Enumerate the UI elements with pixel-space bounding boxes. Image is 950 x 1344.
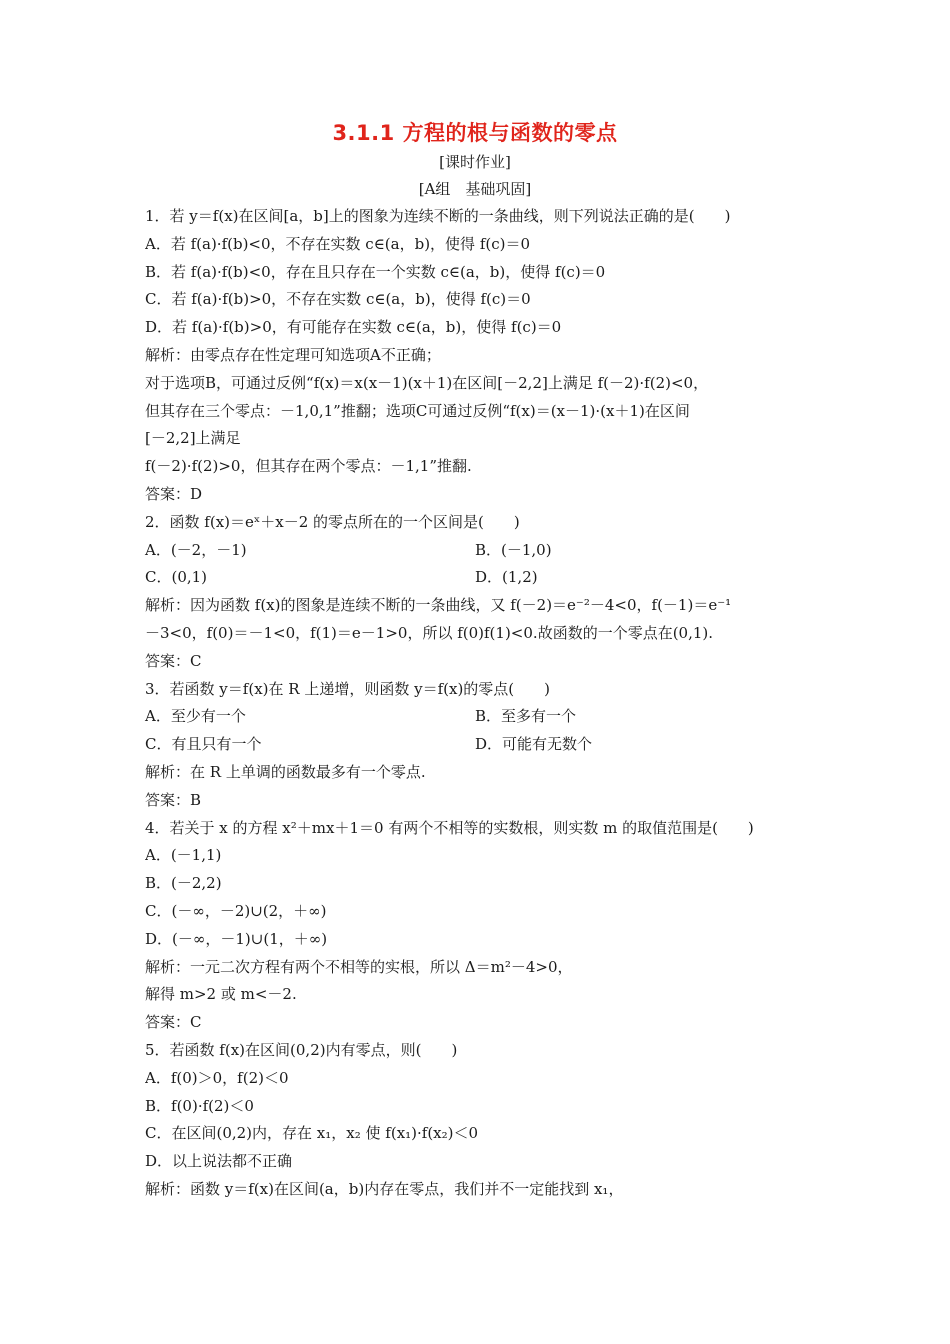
q2-option-a: A．(－2，－1) (145, 540, 247, 559)
q3-option-c: C．有且只有一个 (145, 735, 262, 754)
q4-answer: 答案：C (145, 1013, 202, 1032)
q3-option-a: A．至少有一个 (145, 707, 246, 726)
q3-options-row (145, 703, 810, 731)
q3-answer: 答案：B (145, 790, 202, 809)
q2-stem: 2．函数 f(x)＝eˣ＋x－2 的零点所在的一个区间是( ) (145, 512, 520, 531)
q1-analysis-line: 解析：由零点存在性定理可知选项A不正确； (145, 345, 441, 364)
q2-option-c: C．(0,1) (145, 568, 208, 587)
q4-option-b: B．(－2,2) (145, 874, 222, 893)
q1-analysis-line: f(－2)·f(2)>0，但其存在两个零点：－1,1”推翻. (145, 457, 472, 476)
q5-option-a: A．f(0)＞0，f(2)＜0 (145, 1068, 289, 1087)
q1-option-a: A．若 f(a)·f(b)<0，不存在实数 c∈(a，b)，使得 f(c)＝0 (145, 234, 531, 253)
q1-answer: 答案：D (145, 484, 203, 503)
q2-answer: 答案：C (145, 651, 202, 670)
q2-options-row (145, 564, 810, 592)
q2-analysis-line: 解析：因为函数 f(x)的图象是连续不断的一条曲线，又 f(－2)＝e⁻²－4<0，f(－1)＝e⁻¹ (145, 596, 732, 615)
q5-option-c: C．在区间(0,2)内，存在 x₁，x₂ 使 f(x₁)·f(x₂)＜0 (145, 1124, 479, 1143)
q1-analysis-line: [－2,2]上满足 (145, 429, 241, 448)
q2-option-d: D．(1,2) (475, 568, 538, 587)
q4-analysis-line: 解得 m>2 或 m<－2. (145, 985, 297, 1004)
page-title: 3.1.1 方程的根与函数的零点 (332, 121, 618, 145)
q5-analysis: 解析：函数 y＝f(x)在区间(a，b)内存在零点，我们并不一定能找到 x₁， (145, 1179, 624, 1198)
q1-analysis-line: 对于选项B，可通过反例“f(x)＝x(x－1)(x＋1)在区间[－2,2]上满足 f(－2)·f(2)<0， (145, 373, 709, 392)
q3-options-row (145, 731, 810, 759)
q3-option-b: B．至多有一个 (475, 707, 577, 726)
q5-stem: 5．若函数 f(x)在区间(0,2)内有零点，则( ) (145, 1040, 458, 1059)
q1-analysis-line: 但其存在三个零点：－1,0,1”推翻；选项C可通过反例“f(x)＝(x－1)·(x＋1)在区间 (145, 401, 690, 420)
q3-analysis: 解析：在 R 上单调的函数最多有一个零点. (145, 762, 426, 781)
q3-option-d: D．可能有无数个 (475, 735, 593, 754)
q4-option-a: A．(－1,1) (145, 846, 222, 865)
q1-option-b: B．若 f(a)·f(b)<0，存在且只存在一个实数 c∈(a，b)，使得 f(c)＝0 (145, 262, 606, 281)
q4-option-d: D．(－∞，－1)∪(1，＋∞) (145, 929, 328, 948)
q1-option-c: C．若 f(a)·f(b)>0，不存在实数 c∈(a，b)，使得 f(c)＝0 (145, 290, 531, 309)
homework-label: [课时作业] (439, 153, 511, 171)
q2-options-row (145, 537, 810, 565)
q3-stem: 3．若函数 y＝f(x)在 R 上递增，则函数 y＝f(x)的零点( ) (145, 679, 550, 698)
question-list (145, 203, 810, 1204)
q2-option-b: B．(－1,0) (475, 540, 552, 559)
q5-option-d: D．以上说法都不正确 (145, 1152, 293, 1171)
q4-analysis-line: 解析：一元二次方程有两个不相等的实根，所以 Δ＝m²－4>0， (145, 957, 573, 976)
group-label: [A组 基础巩固] (418, 180, 532, 198)
q1-stem: 1．若 y＝f(x)在区间[a，b]上的图象为连续不断的一条曲线，则下列说法正确的是( ) (145, 207, 731, 225)
q1-option-d: D．若 f(a)·f(b)>0，有可能存在实数 c∈(a，b)，使得 f(c)＝0 (145, 318, 562, 337)
q4-option-c: C．(－∞，－2)∪(2，＋∞) (145, 901, 327, 920)
q5-option-b: B．f(0)·f(2)＜0 (145, 1096, 254, 1115)
q2-analysis-line: －3<0，f(0)＝－1<0，f(1)＝e－1>0，所以 f(0)f(1)<0.故函数的一个零点在(0,1). (145, 623, 714, 642)
q4-stem: 4．若关于 x 的方程 x²＋mx＋1＝0 有两个不相等的实数根，则实数 m 的取值范围是( ) (145, 818, 754, 837)
